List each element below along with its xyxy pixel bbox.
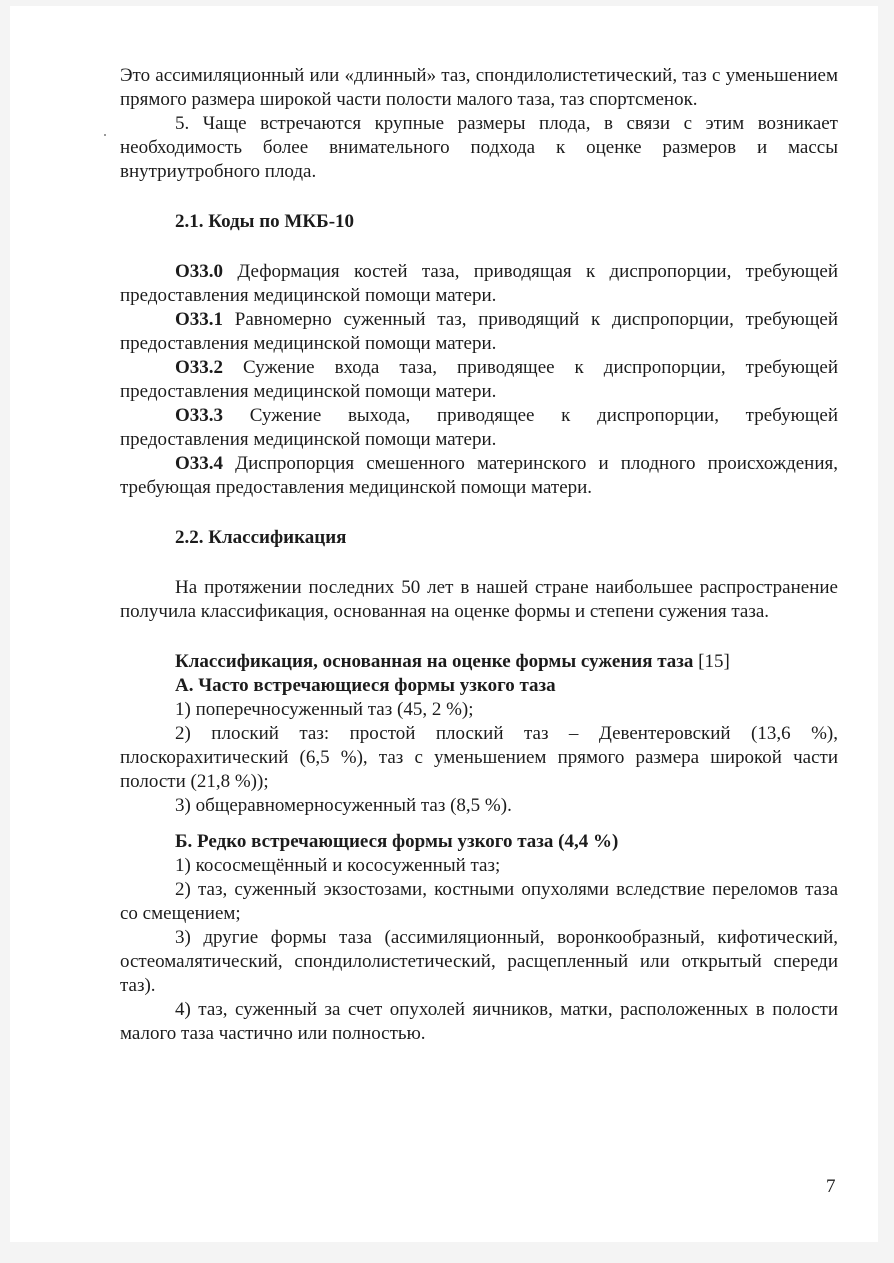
group-a-item: 2) плоский таз: простой плоский таз – Девентеровский (13,6 %), плоскорахитический (6,5 %), таз с уменьшением прямого размера широкой части полости (21,8 %)); — [120, 723, 838, 792]
page-number: 7 — [826, 1176, 836, 1197]
classification-intro: На протяжении последних 50 лет в нашей стране наибольшее распространение получила классификация, основанная на оценке формы и степени сужения таза. — [120, 577, 838, 622]
group-a-title: А. Часто встречающиеся формы узкого таза — [175, 675, 556, 696]
icd-code-text: Деформация костей таза, приводящая к диспропорции, требующей предоставления медицинской помощи матери. — [120, 261, 838, 306]
heading-icd-codes: 2.1. Коды по МКБ-10 — [175, 211, 355, 232]
page-content — [120, 64, 838, 1046]
icd-code-text: Сужение выхода, приводящее к диспропорции, требующей предоставления медицинской помощи матери. — [120, 405, 838, 450]
icd-code: O33.2 — [175, 357, 224, 378]
group-a-item: 3) общеравномерносуженный таз (8,5 %). — [175, 795, 512, 816]
icd-code-text: Равномерно суженный таз, приводящий к диспропорции, требующей предоставления медицинской помощи матери. — [120, 309, 838, 354]
paragraph-pelvis-types: Это ассимиляционный или «длинный» таз, спондилолистетический, таз с уменьшением прямого размера широкой части полости малого таза, таз спортсменок. — [120, 65, 838, 110]
icd-code: O33.3 — [175, 405, 224, 426]
icd-code-item — [120, 356, 838, 404]
classification-title-text: Классификация, основанная на оценке формы сужения таза — [175, 651, 694, 672]
group-a-item: 1) поперечносуженный таз (45, 2 %); — [175, 699, 474, 720]
icd-code-text: Диспропорция смешенного материнского и плодного происхождения, требующая предоставления медицинской помощи матери. — [120, 453, 838, 498]
scan-speck — [104, 134, 106, 136]
icd-code-text: Сужение входа таза, приводящее к диспропорции, требующей предоставления медицинской помощи матери. — [120, 357, 838, 402]
group-b-item: 4) таз, суженный за счет опухолей яичников, матки, расположенных в полости малого таза частично или полностью. — [120, 999, 838, 1044]
icd-code-item — [120, 404, 838, 452]
icd-code-item — [120, 308, 838, 356]
icd-code-item — [120, 452, 838, 500]
icd-code: O33.1 — [175, 309, 224, 330]
group-b-title: Б. Редко встречающиеся формы узкого таза (4,4 %) — [175, 831, 619, 852]
classification-title — [120, 650, 838, 674]
group-b-item: 3) другие формы таза (ассимиляционный, воронкообразный, кифотический, остеомалятический, спондилолистетический, расщепленный или открытый спереди таз). — [120, 927, 838, 996]
document-page — [10, 6, 878, 1242]
paragraph-fetal-size: 5. Чаще встречаются крупные размеры плода, в связи с этим возникает необходимость более внимательного подхода к оценке размеров и массы внутриутробного плода. — [120, 113, 838, 182]
classification-reference: [15] — [693, 651, 730, 672]
icd-code: O33.4 — [175, 453, 224, 474]
icd-code: O33.0 — [175, 261, 224, 282]
icd-code-item — [120, 260, 838, 308]
group-b-item: 1) кососмещённый и кососуженный таз; — [175, 855, 501, 876]
group-b-item: 2) таз, суженный экзостозами, костными опухолями вследствие переломов таза со смещением; — [120, 879, 838, 924]
heading-classification: 2.2. Классификация — [175, 527, 347, 548]
